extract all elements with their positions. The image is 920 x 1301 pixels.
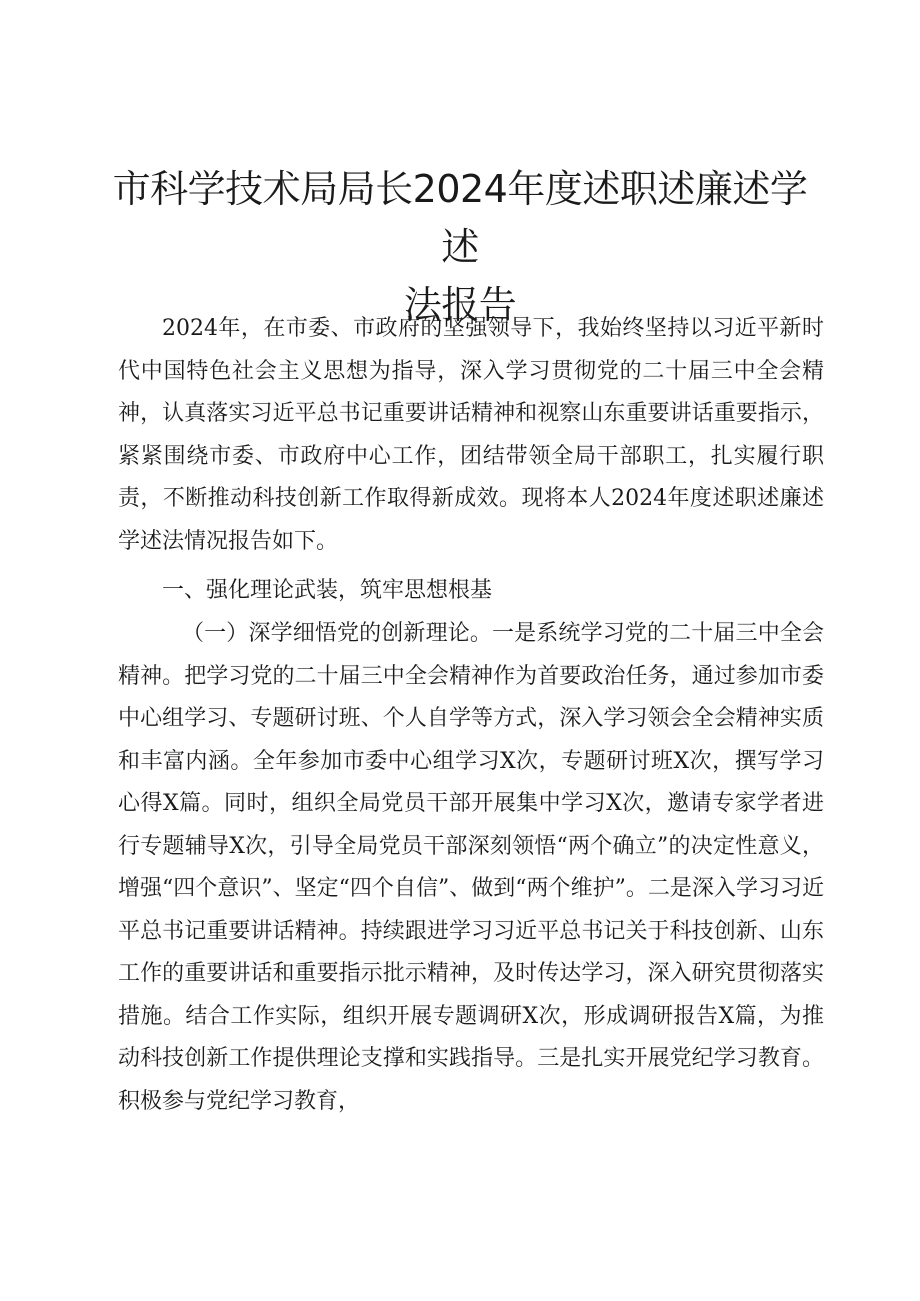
section-heading-1: 一、强化理论武装，筑牢思想根基 (162, 578, 493, 603)
title-line-2: 法报告 (403, 283, 517, 327)
section-1-paragraph-1: （一）深学细悟党的创新理论。一是系统学习党的二十届三中全会精神。把学习党的二十届三中全会精神作为首要政治任务，通过参加市委中心组学习、专题研讨班、个人自学等方式，深入学习领会全会精神实质和丰富内涵。全年参加市委中心组学习X次，专题研讨班X次，撰写学习心得X篇。同时，组织全局党员干部开展集中学习X次，邀请专家学者进行专题辅导X次，引导全局党员干部深刻领悟“两个确立”的决定性意义，增强“四个意识”、坚定“四个自信”、做到“两个维护”。二是深入学习习近平总书记重要讲话精神。持续跟进学习习近平总书记关于科技创新、山东工作的重要讲话和重要指示批示精神，及时传达学习，深入研究贯彻落实措施。结合工作实际，组织开展专题调研X次，形成调研报告X篇，为推动科技创新工作提供理论支撑和实践指导。三是扎实开展党纪学习教育。积极参与党纪学习教育， (118, 621, 824, 1114)
title-line-1: 市科学技术局局长2024年度述职述廉述学述 (112, 167, 808, 269)
intro-paragraph: 2024年，在市委、市政府的坚强领导下，我始终坚持以习近平新时代中国特色社会主义思想为指导，深入学习贯彻党的二十届三中全会精神，认真落实习近平总书记重要讲话精神和视察山东重要讲话重要指示，紧紧围绕市委、市政府中心工作，团结带领全局干部职工，扎实履行职责，不断推动科技创新工作取得新成效。现将本人2024年度述职述廉述学述法情况报告如下。 (118, 316, 824, 554)
